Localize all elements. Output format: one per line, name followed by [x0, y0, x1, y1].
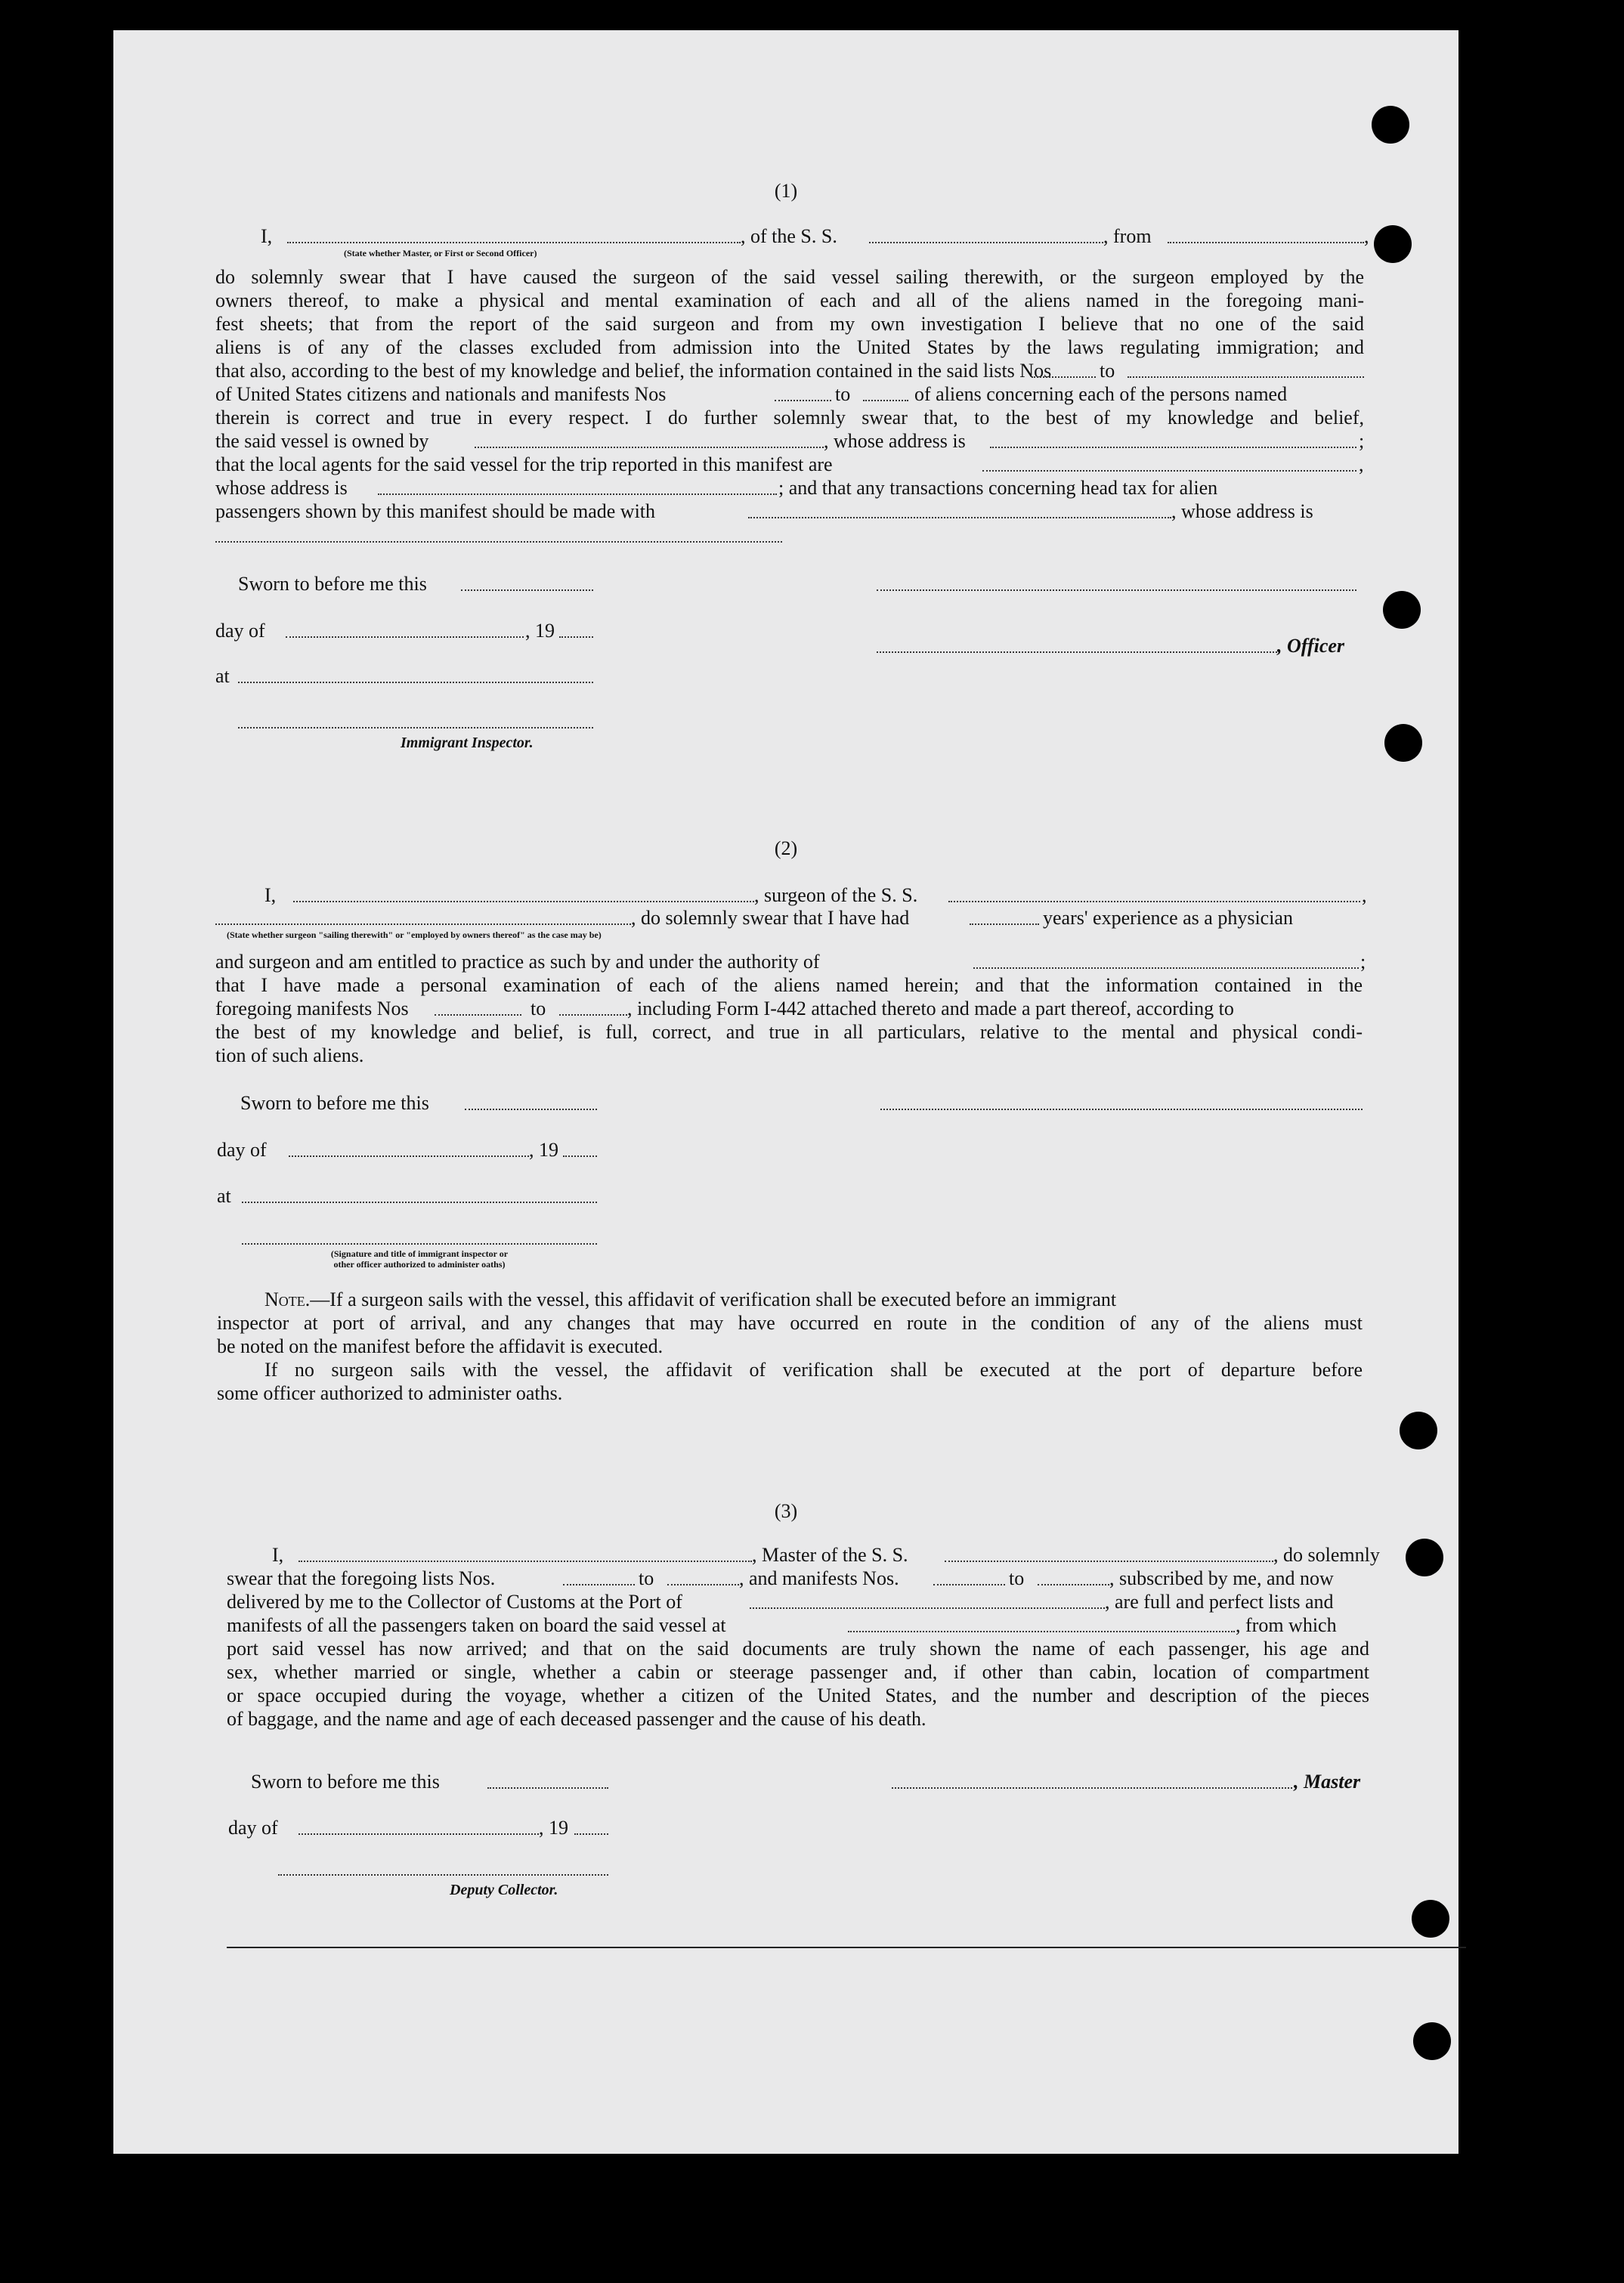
note-line-2: be noted on the manifest before the affidavit is executed. [217, 1335, 664, 1357]
s2-body-2: foregoing manifests Nos [215, 998, 409, 1019]
s2-ship-field[interactable] [948, 901, 1360, 902]
caption-master: (State whether Master, or First or Second Officer) [344, 248, 537, 258]
s2-form: , including Form I-442 attached thereto and made a part thereof, according to [627, 998, 1234, 1019]
s1-to-1: to [1100, 360, 1115, 382]
punch-hole [1374, 225, 1412, 263]
s3-line2-to1: to [639, 1567, 654, 1589]
s1-comma-1: , [1359, 453, 1364, 475]
port-of-field[interactable] [750, 1607, 1105, 1609]
punch-hole [1372, 106, 1409, 144]
sig-caption-1: (Signature and title of immigrant inspector or [330, 1248, 509, 1259]
note-label: Note. [264, 1288, 311, 1310]
s3-body-2: or space occupied during the voyage, whether a citizen of the United States, and the number and description of the pieces [227, 1684, 1369, 1706]
note-text-0: —If a surgeon sails with the vessel, this affidavit of verification shall be executed before an immigrant [310, 1288, 1117, 1310]
s3-body-0: port said vessel has now arrived; and that on the said documents are truly shown the name of each passenger, his age and [227, 1638, 1369, 1660]
note-line-4: some officer authorized to administer oaths. [217, 1382, 563, 1404]
s3-line3-a: delivered by me to the Collector of Customs at the Port of [227, 1591, 682, 1613]
s2-sworn-field[interactable] [465, 1109, 597, 1110]
s2-manifests-to-field[interactable] [559, 1014, 627, 1016]
s2-semi: ; [1360, 951, 1366, 973]
s3-line3-b: , are full and perfect lists and [1105, 1591, 1334, 1613]
s1-semi-1: ; [1359, 430, 1365, 452]
s2-manifests-from-field[interactable] [435, 1014, 521, 1016]
owner-field[interactable] [475, 447, 824, 448]
head-tax-address-field[interactable] [215, 541, 782, 543]
s1-body-3: aliens is of any of the classes excluded from admission into the United States by the laws regulating immigration; and [215, 336, 1364, 358]
officer-label: , Officer [1277, 635, 1345, 657]
s1-body-10: passengers shown by this manifest should be made with [215, 500, 656, 522]
s3-line4-b: , from which [1236, 1614, 1337, 1636]
s1-to-2: to [835, 383, 851, 405]
s2-at-field[interactable] [242, 1202, 597, 1203]
s3-line2-to2: to [1009, 1567, 1025, 1589]
s1-body-0: do solemnly swear that I have caused the surgeon of the said vessel sailing therewith, or the surgeon employed by the [215, 266, 1364, 288]
s2-year-field[interactable] [563, 1155, 597, 1157]
note-line-0 [264, 1288, 1363, 1311]
section-2-heading: (2) [774, 837, 798, 859]
authority-field[interactable] [973, 967, 1359, 969]
s3-line1-solemnly: , do solemnly [1273, 1544, 1380, 1566]
s2-body-3: the best of my knowledge and belief, is full, correct, and true in all particulars, relative to the mental and physical condi- [215, 1021, 1363, 1043]
caption-surgeon: (State whether surgeon "sailing therewith" or "employed by owners thereof" as the case may be) [227, 930, 602, 940]
s3-day-field[interactable] [299, 1833, 539, 1835]
s1-at-field[interactable] [238, 682, 593, 683]
s1-body-5: of United States citizens and nationals and manifests Nos [215, 383, 667, 405]
s3-nineteen: , 19 [539, 1817, 568, 1839]
manifests-from-field[interactable] [775, 400, 831, 401]
s1-line1-comma: , [1364, 225, 1369, 247]
head-tax-party-field[interactable] [748, 517, 1171, 518]
s1-body-6: therein is correct and true in every respect. I do further solemnly swear that, to the best of my knowledge and belief, [215, 407, 1364, 428]
s3-body-1: sex, whether married or single, whether a cabin or steerage passenger and, if other than cabin, location of compartment [227, 1661, 1369, 1683]
collector-signature-line[interactable] [278, 1874, 608, 1876]
s1-body-7: the said vessel is owned by [215, 430, 429, 452]
agents-field[interactable] [982, 470, 1356, 472]
s2-line2-years: years' experience as a physician [1043, 907, 1293, 929]
s1-nineteen: , 19 [525, 620, 555, 642]
deputy-collector-label: Deputy Collector. [450, 1882, 558, 1898]
s1-body-2: fest sheets; that from the report of the said surgeon and from my own investigation I believe that no one of the said [215, 313, 1364, 335]
s3-ship-field[interactable] [945, 1561, 1273, 1562]
s3-lists-to-field[interactable] [667, 1584, 739, 1585]
s1-body-4: that also, according to the best of my knowledge and belief, the information contained in the said lists Nos [215, 360, 1052, 382]
s3-day-of: day of [228, 1817, 278, 1839]
s2-to: to [531, 998, 546, 1019]
s2-day-of: day of [217, 1139, 267, 1161]
s1-sworn: Sworn to before me this [238, 573, 427, 595]
section-1-heading: (1) [774, 180, 798, 202]
agents-address-field[interactable] [378, 493, 777, 495]
s3-line2-a: swear that the foregoing lists Nos. [227, 1567, 496, 1589]
s1-head-tax: ; and that any transactions concerning head tax for alien [778, 477, 1218, 499]
s1-line1-from: , from [1103, 225, 1152, 247]
ship-name-field[interactable] [869, 242, 1103, 243]
s3-manifests-to-field[interactable] [1038, 1584, 1109, 1585]
s1-day-field[interactable] [286, 636, 524, 638]
years-field[interactable] [970, 923, 1039, 925]
s2-at: at [217, 1185, 231, 1207]
s1-body-1: owners thereof, to make a physical and mental examination of each and all of the aliens named in the foregoing mani- [215, 289, 1364, 311]
s3-body-3: of baggage, and the name and age of each deceased passenger and the cause of his death. [227, 1708, 926, 1730]
bottom-rule [227, 1947, 1466, 1948]
s2-sworn: Sworn to before me this [240, 1092, 429, 1114]
punch-hole [1400, 1412, 1437, 1449]
master-signature-line[interactable] [892, 1787, 1292, 1789]
s3-sworn-field[interactable] [487, 1787, 608, 1789]
s3-line2-manifests: , and manifests Nos. [739, 1567, 899, 1589]
punch-hole [1412, 1900, 1449, 1938]
s3-sworn: Sworn to before me this [251, 1771, 440, 1793]
s2-day-field[interactable] [289, 1155, 529, 1157]
sig-caption-2: other officer authorized to administer oaths) [333, 1259, 506, 1270]
owner-address-field[interactable] [990, 447, 1356, 448]
surgeon-signature-line[interactable] [880, 1109, 1363, 1110]
s2-body-0: and surgeon and am entitled to practice as such by and under the authority of [215, 951, 820, 973]
surgeon-name-field[interactable] [293, 901, 754, 902]
master-name-field[interactable] [287, 242, 741, 243]
s1-year-field[interactable] [559, 636, 593, 638]
s1-at: at [215, 665, 230, 687]
inspector-signature-line[interactable] [238, 727, 593, 729]
punch-hole [1383, 591, 1421, 629]
punch-hole [1406, 1539, 1443, 1576]
note-line-3: If no surgeon sails with the vessel, the affidavit of verification shall be executed at the port of departure before [264, 1359, 1363, 1381]
officer-title-line[interactable] [877, 651, 1277, 653]
s2-line1-comma: , [1362, 884, 1367, 906]
s3-manifests-from-field[interactable] [933, 1584, 1005, 1585]
s1-day-of: day of [215, 620, 265, 642]
punch-hole [1384, 724, 1422, 762]
surgeon-status-field[interactable] [215, 923, 631, 925]
officer-signature-line[interactable] [877, 589, 1356, 591]
s3-line4-a: manifests of all the passengers taken on board the said vessel at [227, 1614, 726, 1636]
s3-lists-from-field[interactable] [563, 1584, 635, 1585]
punch-hole [1413, 2022, 1451, 2060]
s1-body-8: that the local agents for the said vessel for the trip reported in this manifest are [215, 453, 833, 475]
s1-body-9: whose address is [215, 477, 348, 499]
s3-master-name-field[interactable] [299, 1561, 752, 1562]
s1-sworn-field[interactable] [461, 589, 593, 591]
note-line-1: inspector at port of arrival, and any changes that may have occurred en route in the condition of any of the aliens must [217, 1312, 1363, 1334]
lists-to-field[interactable] [1128, 376, 1364, 378]
s3-line1-ss: , Master of the S. S. [752, 1544, 908, 1566]
s2-line1-i: I, [264, 884, 277, 906]
s2-body-4: tion of such aliens. [215, 1044, 364, 1066]
s1-address-2: , whose address is [1171, 500, 1313, 522]
manifests-to-field[interactable] [863, 400, 908, 401]
s1-owner-address: , whose address is [824, 430, 966, 452]
lists-from-field[interactable] [1032, 376, 1096, 378]
s2-nineteen: , 19 [529, 1139, 558, 1161]
s3-year-field[interactable] [574, 1833, 608, 1835]
master-label: , Master [1294, 1771, 1361, 1793]
s1-line1-ss: , of the S. S. [741, 225, 837, 247]
from-port-field[interactable] [1168, 242, 1364, 243]
embarked-at-field[interactable] [848, 1631, 1235, 1632]
s2-signature-line[interactable] [242, 1243, 597, 1245]
manifest-page [113, 30, 1459, 2154]
s3-line1-i: I, [272, 1544, 284, 1566]
s2-line1-ss: , surgeon of the S. S. [754, 884, 918, 906]
section-3-heading: (3) [774, 1500, 798, 1522]
immigrant-inspector-label: Immigrant Inspector. [401, 735, 534, 751]
s3-line2-subscribed: , subscribed by me, and now [1109, 1567, 1334, 1589]
s1-line1-i: I, [261, 225, 273, 247]
s2-line2-swear: , do solemnly swear that I have had [631, 907, 910, 929]
s1-aliens-named: of aliens concerning each of the persons named [914, 383, 1288, 405]
s2-body-1: that I have made a personal examination of each of the aliens named herein; and that the information contained in the [215, 974, 1363, 996]
